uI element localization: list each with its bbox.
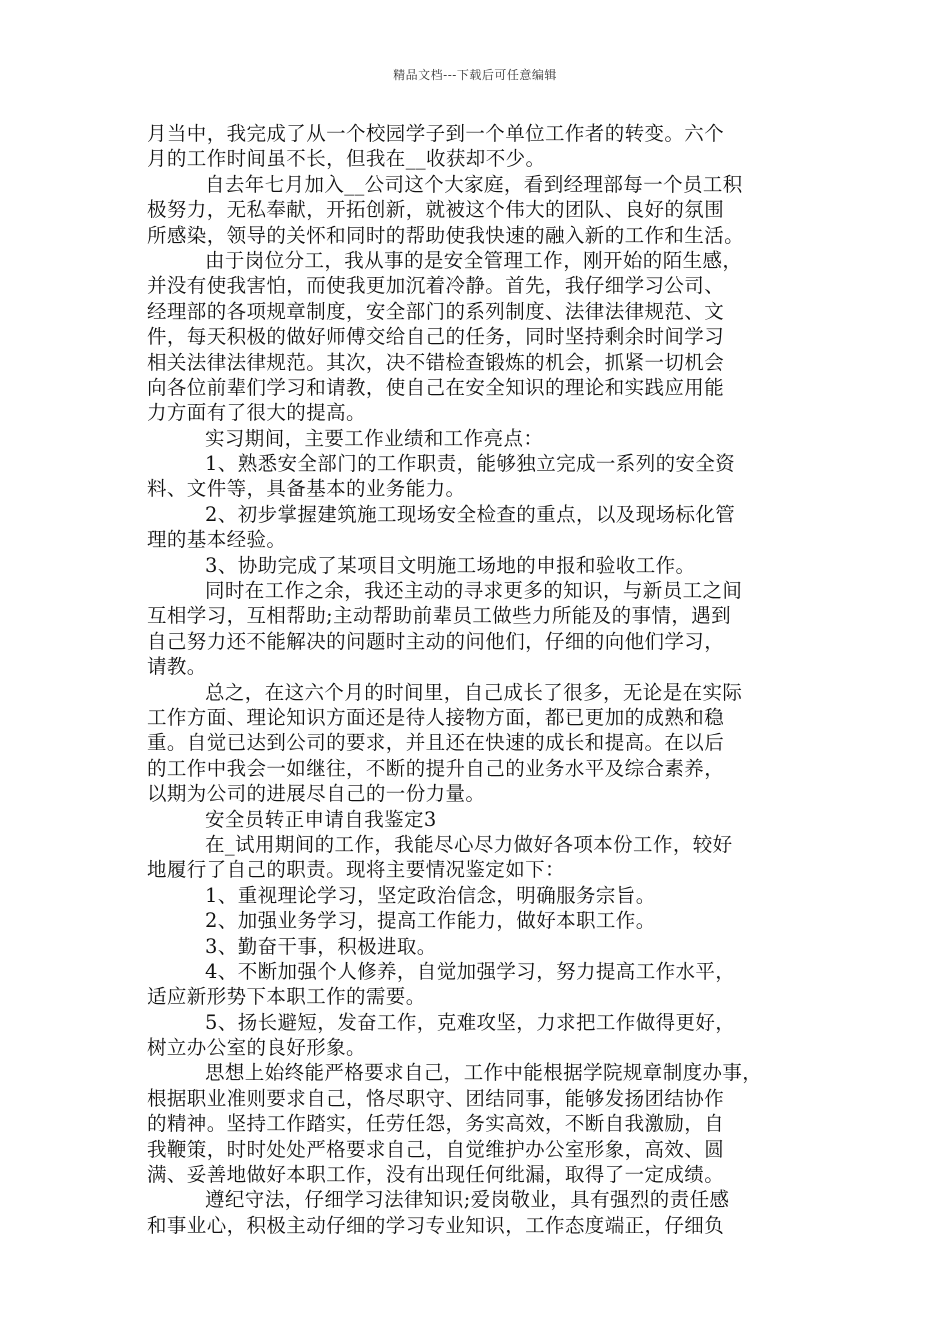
text-line: 理的基本经验。 (147, 528, 287, 552)
text-line: 在_试用期间的工作，我能尽心尽力做好各项本份工作，较好 (205, 832, 733, 856)
text-line: 3、勤奋干事，积极进取。 (205, 934, 437, 958)
text-line: 并没有使我害怕，而使我更加沉着冷静。首先，我仔细学习公司、 (147, 274, 725, 298)
text-line: 以期为公司的进展尽自己的一份力量。 (147, 782, 486, 806)
text-line: 树立办公室的良好形象。 (147, 1036, 366, 1060)
text-line: 向各位前辈们学习和请教，使自己在安全知识的理论和实践应用能 (147, 375, 725, 399)
text-line: 1、熟悉安全部门的工作职责，能够独立完成一系列的安全资 (205, 452, 736, 476)
text-line: 的精神。坚持工作踏实，任劳任怨，务实高效，不断自我激励，自 (147, 1112, 725, 1136)
text-line: 适应新形势下本职工作的需要。 (147, 985, 426, 1009)
text-line: 满、妥善地做好本职工作，没有出现任何纰漏，取得了一定成绩。 (147, 1163, 725, 1187)
text-line: 件，每天积极的做好师傅交给自己的任务，同时坚持剩余时间学习 (147, 325, 725, 349)
text-line: 月当中，我完成了从一个校园学子到一个单位工作者的转变。六个 (147, 122, 725, 145)
text-line: 思想上始终能严格要求自己，工作中能根据学院规章制度办事， (205, 1061, 763, 1085)
document-body (147, 121, 807, 1238)
text-line: 工作方面、理论知识方面还是待人接物方面，都已更加的成熟和稳 (147, 705, 725, 729)
text-line: 总之，在这六个月的时间里，自己成长了很多，无论是在实际 (205, 680, 743, 704)
text-line: 由于岗位分工，我从事的是安全管理工作，刚开始的陌生感， (205, 248, 743, 272)
text-line: 安全员转正申请自我鉴定3 (205, 807, 437, 831)
text-line: 4、不断加强个人修养，自觉加强学习，努力提高工作水平， (205, 959, 736, 983)
text-line: 重。自觉已达到公司的要求，并且还在快速的成长和提高。在以后 (147, 731, 725, 755)
text-line: 请教。 (147, 655, 207, 679)
text-line: 极努力，无私奉献，开拓创新，就被这个伟大的团队、良好的氛围 (147, 198, 725, 222)
text-line: 2、加强业务学习，提高工作能力，做好本职工作。 (205, 909, 656, 933)
text-line: 根据职业准则要求自己，恪尽职守、团结同事，能够发扬团结协作 (147, 1086, 725, 1110)
text-line: 相关法律法律规范。其次，决不错检查锻炼的机会，抓紧一切机会 (147, 350, 725, 374)
text-line: 2、初步掌握建筑施工现场安全检查的重点，以及现场标化管 (205, 502, 736, 526)
text-line: 的工作中我会一如继往，不断的提升自己的业务水平及综合素养， (147, 756, 725, 780)
text-line: 经理部的各项规章制度，安全部门的系列制度、法律法律规范、文 (147, 299, 725, 323)
text-line: 地履行了自己的职责。现将主要情况鉴定如下： (147, 858, 565, 882)
text-line: 自己努力还不能解决的问题时主动的问他们，仔细的向他们学习， (147, 629, 725, 653)
text-line: 月的工作时间虽不长，但我在__收获却不少。 (147, 147, 546, 171)
text-line: 互相学习，互相帮助;主动帮助前辈员工做些力所能及的事情，遇到 (147, 604, 732, 628)
text-line: 自去年七月加入__公司这个大家庭，看到经理部每一个员工积 (205, 172, 743, 196)
text-line: 同时在工作之余，我还主动的寻求更多的知识，与新员工之间 (205, 579, 743, 603)
text-line: 和事业心，积极主动仔细的学习专业知识，工作态度端正，仔细负 (147, 1213, 725, 1237)
text-line: 5、扬长避短，发奋工作，克难攻坚，力求把工作做得更好， (205, 1010, 736, 1034)
text-line: 1、重视理论学习，坚定政治信念，明确服务宗旨。 (205, 883, 656, 907)
text-line: 实习期间，主要工作业绩和工作亮点： (205, 426, 544, 450)
text-line: 我鞭策，时时处处严格要求自己，自觉维护办公室形象，高效、圆 (147, 1137, 725, 1161)
text-line: 所感染，领导的关怀和同时的帮助使我快速的融入新的工作和生活。 (147, 223, 745, 247)
text-line: 力方面有了很大的提高。 (147, 401, 366, 425)
text-line: 料、文件等，具备基本的业务能力。 (147, 477, 466, 501)
page-header: 精品文档---下载后可任意编辑 (393, 68, 557, 82)
text-line: 遵纪守法，仔细学习法律知识;爱岗敬业，具有强烈的责任感 (205, 1188, 730, 1212)
text-line: 3、协助完成了某项目文明施工场地的申报和验收工作。 (205, 553, 696, 577)
